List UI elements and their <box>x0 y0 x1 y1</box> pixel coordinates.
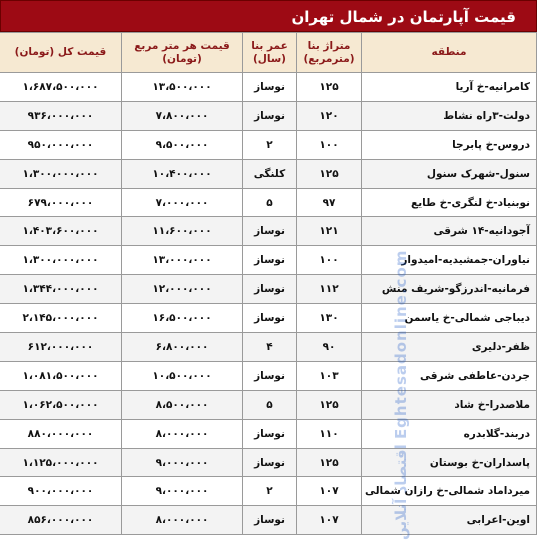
table-row <box>0 419 537 448</box>
cell-total-price: ۱،۱۲۵،۰۰۰،۰۰۰ <box>0 448 122 477</box>
table-row <box>0 304 537 333</box>
cell-total-price: ۱،۰۸۱،۵۰۰،۰۰۰ <box>0 361 122 390</box>
cell-age: نوساز <box>243 361 297 390</box>
table-row <box>0 506 537 535</box>
table-row <box>0 159 537 188</box>
table-row <box>0 188 537 217</box>
cell-area: ۱۲۵ <box>297 73 362 102</box>
table-row <box>0 101 537 130</box>
cell-age: نوساز <box>243 246 297 275</box>
header-age: عمر بنا (سال) <box>243 33 297 73</box>
cell-total-price: ۹۵۰،۰۰۰،۰۰۰ <box>0 130 122 159</box>
cell-age: ۴ <box>243 333 297 362</box>
cell-price-per-meter: ۶،۸۰۰،۰۰۰ <box>122 333 243 362</box>
cell-age: نوساز <box>243 101 297 130</box>
header-region: منطقه <box>362 33 537 73</box>
cell-price-per-meter: ۸،۰۰۰،۰۰۰ <box>122 419 243 448</box>
table-row <box>0 390 537 419</box>
cell-price-per-meter: ۱۳،۰۰۰،۰۰۰ <box>122 246 243 275</box>
table-row <box>0 448 537 477</box>
cell-total-price: ۹۳۶،۰۰۰،۰۰۰ <box>0 101 122 130</box>
cell-age: نوساز <box>243 448 297 477</box>
cell-total-price: ۱،۳۴۴،۰۰۰،۰۰۰ <box>0 275 122 304</box>
cell-region: نوبنیاد-خ لنگری-خ طایع <box>362 188 537 217</box>
cell-area: ۱۰۳ <box>297 361 362 390</box>
watermark-text: اقتصاد آنلاین Eghtesadonline.com <box>392 249 410 540</box>
header-row <box>0 33 537 73</box>
cell-region: آجودانیه-۱۴ شرقی <box>362 217 537 246</box>
cell-age: نوساز <box>243 217 297 246</box>
cell-total-price: ۱،۳۰۰،۰۰۰،۰۰۰ <box>0 159 122 188</box>
cell-region: فرمانیه-اندرزگو-شریف منش <box>362 275 537 304</box>
cell-price-per-meter: ۱۰،۴۰۰،۰۰۰ <box>122 159 243 188</box>
header-price-per-meter: قیمت هر متر مربع (تومان) <box>122 33 243 73</box>
cell-price-per-meter: ۹،۰۰۰،۰۰۰ <box>122 448 243 477</box>
cell-area: ۱۰۷ <box>297 477 362 506</box>
cell-age: نوساز <box>243 304 297 333</box>
cell-total-price: ۶۷۹،۰۰۰،۰۰۰ <box>0 188 122 217</box>
cell-region: پاسداران-خ بوستان <box>362 448 537 477</box>
table-row <box>0 217 537 246</box>
page-title: قیمت آپارتمان در شمال تهران <box>0 0 537 32</box>
cell-region: میرداماد شمالی-خ رازان شمالی <box>362 477 537 506</box>
cell-total-price: ۶۱۲،۰۰۰،۰۰۰ <box>0 333 122 362</box>
cell-price-per-meter: ۹،۰۰۰،۰۰۰ <box>122 477 243 506</box>
cell-area: ۱۰۷ <box>297 506 362 535</box>
cell-area: ۱۱۰ <box>297 419 362 448</box>
table-row <box>0 333 537 362</box>
cell-total-price: ۱،۳۰۰،۰۰۰،۰۰۰ <box>0 246 122 275</box>
cell-price-per-meter: ۹،۵۰۰،۰۰۰ <box>122 130 243 159</box>
price-table <box>0 32 537 535</box>
cell-region: جردن-عاطفی شرقی <box>362 361 537 390</box>
cell-area: ۹۰ <box>297 333 362 362</box>
cell-area: ۱۲۵ <box>297 159 362 188</box>
cell-price-per-meter: ۷،۸۰۰،۰۰۰ <box>122 101 243 130</box>
cell-age: نوساز <box>243 73 297 102</box>
cell-total-price: ۸۸۰،۰۰۰،۰۰۰ <box>0 419 122 448</box>
cell-region: ظفر-دلیری <box>362 333 537 362</box>
cell-price-per-meter: ۱۶،۵۰۰،۰۰۰ <box>122 304 243 333</box>
cell-total-price: ۱،۴۰۳،۶۰۰،۰۰۰ <box>0 217 122 246</box>
cell-region: کامرانیه-خ آریا <box>362 73 537 102</box>
cell-area: ۱۳۰ <box>297 304 362 333</box>
table-row <box>0 361 537 390</box>
cell-price-per-meter: ۸،۰۰۰،۰۰۰ <box>122 506 243 535</box>
cell-total-price: ۱،۰۶۲،۵۰۰،۰۰۰ <box>0 390 122 419</box>
cell-age: کلنگی <box>243 159 297 188</box>
cell-area: ۱۲۵ <box>297 390 362 419</box>
cell-total-price: ۱،۶۸۷،۵۰۰،۰۰۰ <box>0 73 122 102</box>
cell-price-per-meter: ۱۰،۵۰۰،۰۰۰ <box>122 361 243 390</box>
cell-price-per-meter: ۱۲،۰۰۰،۰۰۰ <box>122 275 243 304</box>
cell-area: ۹۷ <box>297 188 362 217</box>
table-row <box>0 477 537 506</box>
header-area: متراژ بنا (مترمربع) <box>297 33 362 73</box>
cell-price-per-meter: ۸،۵۰۰،۰۰۰ <box>122 390 243 419</box>
table-body <box>0 73 537 535</box>
cell-area: ۱۰۰ <box>297 246 362 275</box>
cell-age: نوساز <box>243 506 297 535</box>
cell-area: ۱۰۰ <box>297 130 362 159</box>
cell-price-per-meter: ۱۱،۶۰۰،۰۰۰ <box>122 217 243 246</box>
cell-region: دیباجی شمالی-خ یاسمن <box>362 304 537 333</box>
cell-age: نوساز <box>243 419 297 448</box>
cell-region: دربند-گلابدره <box>362 419 537 448</box>
cell-age: ۲ <box>243 477 297 506</box>
cell-region: نیاوران-جمشیدیه-امیدوار <box>362 246 537 275</box>
cell-age: ۵ <box>243 390 297 419</box>
table-row <box>0 275 537 304</box>
cell-area: ۱۲۱ <box>297 217 362 246</box>
cell-price-per-meter: ۷،۰۰۰،۰۰۰ <box>122 188 243 217</box>
table-row <box>0 130 537 159</box>
cell-age: ۲ <box>243 130 297 159</box>
cell-age: نوساز <box>243 275 297 304</box>
table-row <box>0 246 537 275</box>
cell-area: ۱۱۲ <box>297 275 362 304</box>
table-row <box>0 73 537 102</box>
cell-total-price: ۹۰۰،۰۰۰،۰۰۰ <box>0 477 122 506</box>
cell-region: دولت-۳راه نشاط <box>362 101 537 130</box>
cell-age: ۵ <box>243 188 297 217</box>
cell-area: ۱۲۵ <box>297 448 362 477</box>
cell-region: ملاصدرا-خ شاد <box>362 390 537 419</box>
cell-total-price: ۸۵۶،۰۰۰،۰۰۰ <box>0 506 122 535</box>
cell-total-price: ۲،۱۴۵،۰۰۰،۰۰۰ <box>0 304 122 333</box>
cell-region: سنول-شهرک سنول <box>362 159 537 188</box>
cell-region: دروس-خ پابرجا <box>362 130 537 159</box>
cell-region: اوین-اعرابی <box>362 506 537 535</box>
header-total-price: قیمت کل (تومان) <box>0 33 122 73</box>
cell-price-per-meter: ۱۳،۵۰۰،۰۰۰ <box>122 73 243 102</box>
cell-area: ۱۲۰ <box>297 101 362 130</box>
table-header <box>0 33 537 73</box>
